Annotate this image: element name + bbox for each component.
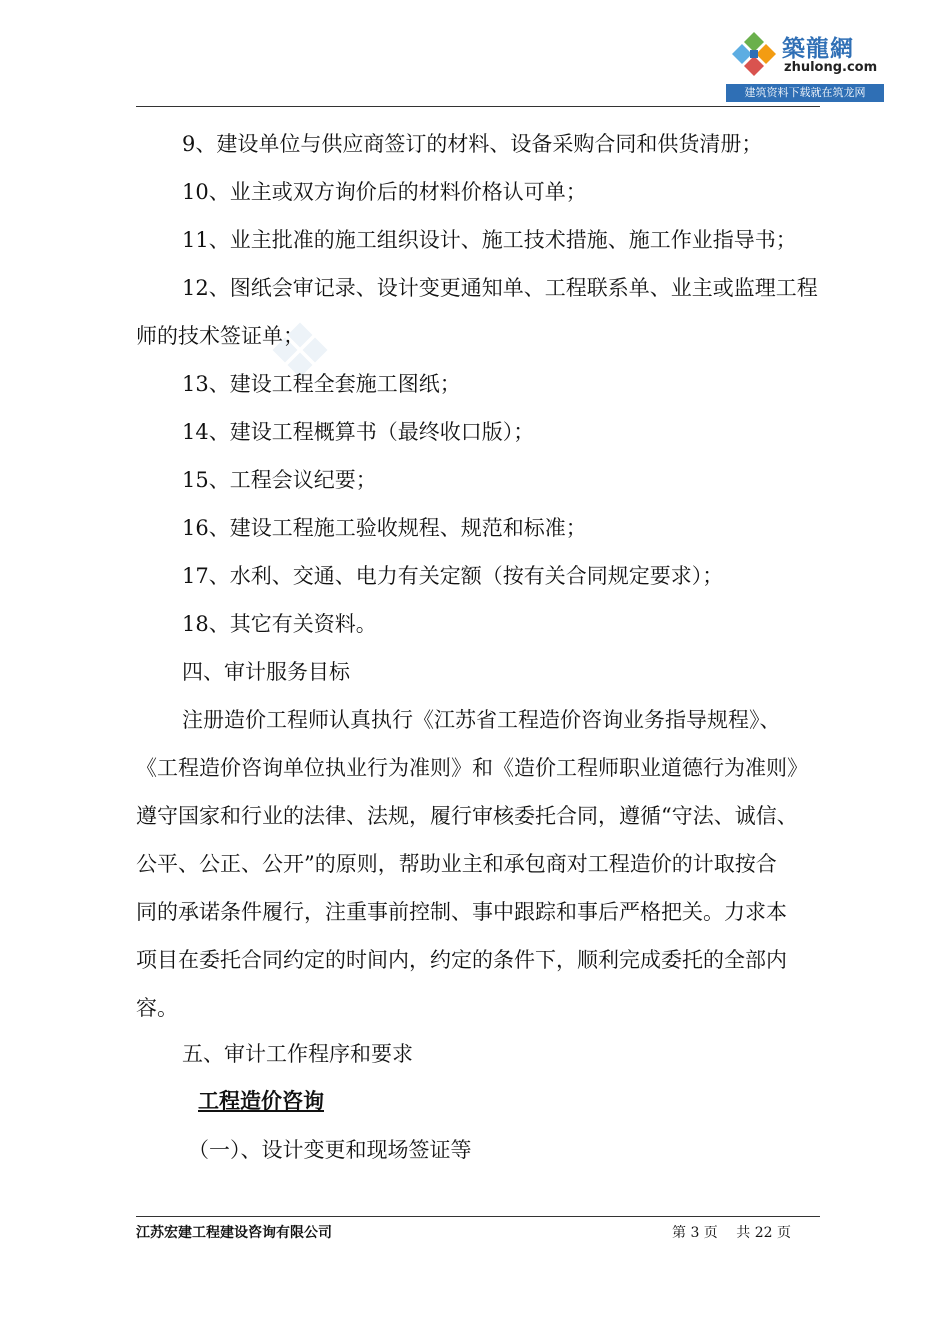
section-heading: 四、审计服务目标 [182, 660, 350, 684]
logo-name: 築龍網 [782, 35, 854, 62]
list-item: 10、业主或双方询价后的材料价格认可单； [182, 180, 587, 204]
list-item-continuation: 师的技术签证单； [136, 324, 304, 348]
logo-domain: zhulong.com [784, 60, 878, 75]
footer-company: 江苏宏建工程建设咨询有限公司 [136, 1225, 332, 1241]
section-heading: 五、审计工作程序和要求 [182, 1042, 413, 1066]
subheading: 工程造价咨询 [198, 1088, 324, 1113]
list-item: 14、建设工程概算书（最终收口版）； [182, 420, 535, 444]
paragraph-line: 注册造价工程师认真执行《江苏省工程造价咨询业务指导规程》、 [182, 708, 781, 732]
paragraph-line: 容。 [136, 996, 178, 1020]
header-rule [136, 106, 820, 107]
paragraph-line: 公平、公正、公开”的原则，帮助业主和承包商对工程造价的计取按合 [136, 852, 777, 876]
list-item: 15、工程会议纪要； [182, 468, 377, 492]
paragraph-line: 同的承诺条件履行，注重事前控制、事中跟踪和事后严格把关。力求本 [136, 900, 787, 924]
sub-section-title: （一）、设计变更和现场签证等 [188, 1138, 472, 1162]
paragraph-line: 遵守国家和行业的法律、法规，履行审核委托合同，遵循“守法、诚信、 [136, 804, 798, 828]
footer-page-number: 第 3 页 共 22 页 [672, 1225, 791, 1241]
logo-top [726, 24, 884, 82]
footer-rule [136, 1216, 820, 1217]
list-item: 17、水利、交通、电力有关定额（按有关合同规定要求）； [182, 564, 724, 588]
list-item: 18、其它有关资料。 [182, 612, 377, 636]
list-item: 12、图纸会审记录、设计变更通知单、工程联系单、业主或监理工程 [182, 276, 818, 300]
paragraph-line: 项目在委托合同约定的时间内，约定的条件下，顺利完成委托的全部内 [136, 948, 787, 972]
logo-slogan: 建筑资料下载就在筑龙网 [726, 84, 884, 102]
list-item: 13、建设工程全套施工图纸； [182, 372, 461, 396]
logo-cube-icon [730, 30, 778, 78]
list-item: 16、建设工程施工验收规程、规范和标准； [182, 516, 587, 540]
list-item: 9、建设单位与供应商签订的材料、设备采购合同和供货清册； [182, 132, 763, 156]
zhulong-logo [726, 24, 884, 102]
paragraph-line: 《工程造价咨询单位执业行为准则》和《造价工程师职业道德行为准则》 [136, 756, 808, 780]
list-item: 11、业主批准的施工组织设计、施工技术措施、施工作业指导书； [182, 228, 797, 252]
